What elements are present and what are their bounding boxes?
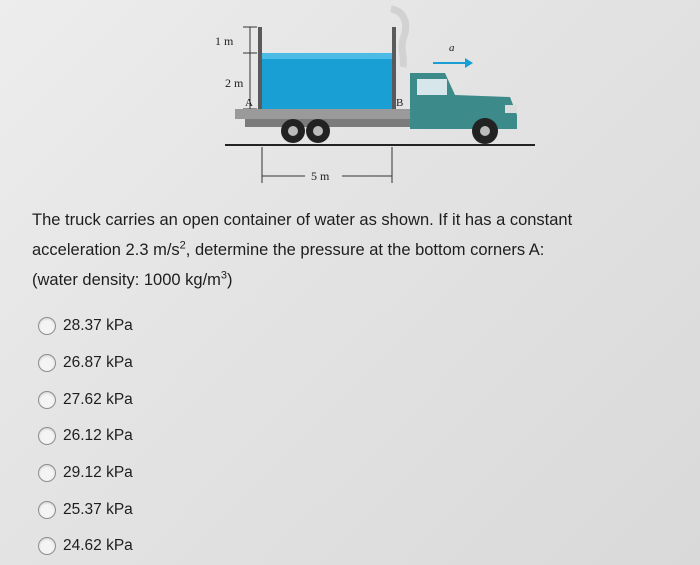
radio-button[interactable] [38, 317, 56, 335]
option-label: 26.12 kPa [63, 427, 133, 444]
question-line-2: acceleration 2.3 $m/s^2$, determine the pressure at the bottom corners A: [32, 239, 545, 259]
option-5[interactable] [38, 461, 133, 485]
radio-button[interactable] [38, 354, 56, 372]
corner-b-label: B [396, 97, 404, 109]
option-label: 27.62 kPa [63, 391, 133, 408]
water-body [262, 53, 392, 109]
option-4[interactable] [38, 424, 133, 448]
option-7[interactable] [38, 534, 133, 558]
radio-button[interactable] [38, 464, 56, 482]
radio-button[interactable] [38, 391, 56, 409]
top-height-label: 1 m [215, 34, 234, 48]
option-label: 28.37 kPa [63, 317, 133, 334]
radio-button[interactable] [38, 427, 56, 445]
option-label: 26.87 kPa [63, 354, 133, 371]
question-line-3: (water density: 1000 $kg/m^3$) [32, 269, 233, 289]
corner-a-label: A [245, 97, 253, 109]
radio-button[interactable] [38, 537, 56, 555]
question-text [32, 205, 672, 295]
water-height-label: 2 m [225, 76, 244, 90]
option-1[interactable] [38, 314, 133, 338]
truck-figure [205, 5, 535, 190]
option-2[interactable] [38, 351, 133, 375]
option-label: 29.12 kPa [63, 464, 133, 481]
question-line-1: The truck carries an open container of water as shown. If it has a constant [32, 211, 573, 229]
accel-label: a [449, 42, 455, 54]
option-6[interactable] [38, 498, 133, 522]
option-label: 24.62 kPa [63, 537, 133, 554]
option-label: 25.37 kPa [63, 501, 133, 518]
truck-bed [235, 109, 435, 119]
radio-button[interactable] [38, 501, 56, 519]
option-3[interactable] [38, 388, 133, 412]
length-label: 5 m [311, 169, 330, 183]
